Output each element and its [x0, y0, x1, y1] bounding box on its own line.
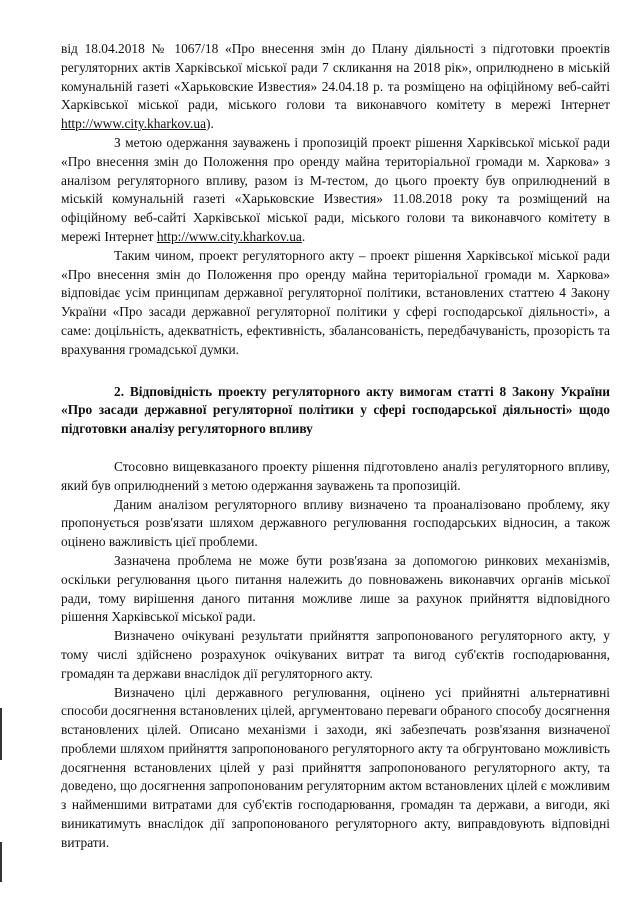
city-website-link[interactable]: http://www.city.kharkov.ua	[156, 228, 302, 244]
section-heading: 2. Відповідність проекту регуляторного акту вимогам статті 8 Закону України «Про засади державної регуляторної політики у сфері господарської діяльності» щодо підготовки аналізу регуляторного впливу	[61, 383, 610, 437]
paragraph-text-end: ).	[206, 116, 214, 132]
paragraph-plan-publication	[61, 40, 610, 134]
scan-edge-mark	[0, 708, 2, 760]
document-body	[61, 40, 610, 853]
paragraph-text: від 18.04.2018 № 1067/18 «Про внесення змін до Плану діяльності з підготовки проектів регуляторних актів Харківської міської ради 7 скликання на 2018 рік», оприлюднено в міській комунальній газеті «Харьковские Известия» 24.04.18 р. та розміщено на офіційному веб-сайті Харківської міської ради, міського голови та виконавчого комітету в мережі Інтернет	[61, 41, 610, 113]
paragraph-text: З метою одержання зауважень і пропозицій проект рішення Харківської міської ради «Про внесення змін до Положення про оренду майна територіальної громади м. Харкова» з аналізом регуляторного впливу, разом із М-тестом, до цього проекту був оприлюднений в міській комунальній газеті «Харьковские Известия» 11.08.2018 року та розміщений на офіційному веб-сайті Харківської міської ради, міського голови та виконавчого комітету в мережі Інтернет	[61, 134, 610, 244]
paragraph-expected-results: Визначено очікувані результати прийняття запропонованого регуляторного акту, у тому числі здійснено розрахунок очікуваних витрат та вигод суб'єктів господарювання, громадян та держави внаслідок дії регуляторного акту.	[61, 628, 610, 681]
paragraph-draft-publication	[61, 134, 610, 247]
city-website-link[interactable]: http://www.city.kharkov.ua	[61, 116, 207, 132]
paragraph-goals: Визначено цілі державного регулювання, оцінено усі прийнятні альтернативні способи досягнення встановлених цілей, аргументовано переваги обраного способу досягнення встановлених цілей. Описано механізми і заходи, які забезпечать розв'язання визначеної проблеми шляхом прийняття запропонованого регуляторного акту та обгрунтовано можливість досягнення встановлених цілей у разі прийняття запропонованого регуляторного акту, та доведено, що досягнення запропонованим регуляторним актом встановлених цілей є можливим з найменшими витратами для суб'єктів господарювання, громадян та держави, а вигоди, які виникатимуть внаслідок дії запропонованого регуляторного акту, виправдовують відповідні витрати.	[61, 684, 610, 850]
paragraph-text-end: .	[301, 228, 306, 244]
paragraph-market-mechanisms: Зазначена проблема не може бути розв'язана за допомогою ринкових механізмів, оскільки регулювання цього питання належить до повноважень виконавчих органів міської ради, тому вирішення даного питання можливе лише за рахунок прийняття відповідного рішення Харківської міської ради.	[61, 552, 610, 625]
paragraph-principles: Таким чином, проект регуляторного акту – проект рішення Харківської міської ради «Про внесення змін до Положення про оренду майна територіальної громади м. Харкова» відповідає усім принципам державної регуляторної політики, встановлених статтею 4 Закону України «Про засади державної регуляторної політики у сфері господарської діяльності», а саме: доцільність, адекватність, ефективність, збалансованість, передбачуваність, прозорість та врахування громадської думки.	[61, 247, 610, 357]
scan-edge-mark	[0, 842, 2, 882]
paragraph-problem: Даним аналізом регуляторного впливу визначено та проаналізовано проблему, яку пропонується розв'язати шляхом державного регулювання господарських відносин, а також оцінено важливість цієї проблеми.	[61, 496, 610, 550]
paragraph-analysis: Стосовно вищевказаного проекту рішення підготовлено аналіз регуляторного впливу, який був оприлюднений з метою одержання зауважень та пропозицій.	[61, 458, 610, 493]
